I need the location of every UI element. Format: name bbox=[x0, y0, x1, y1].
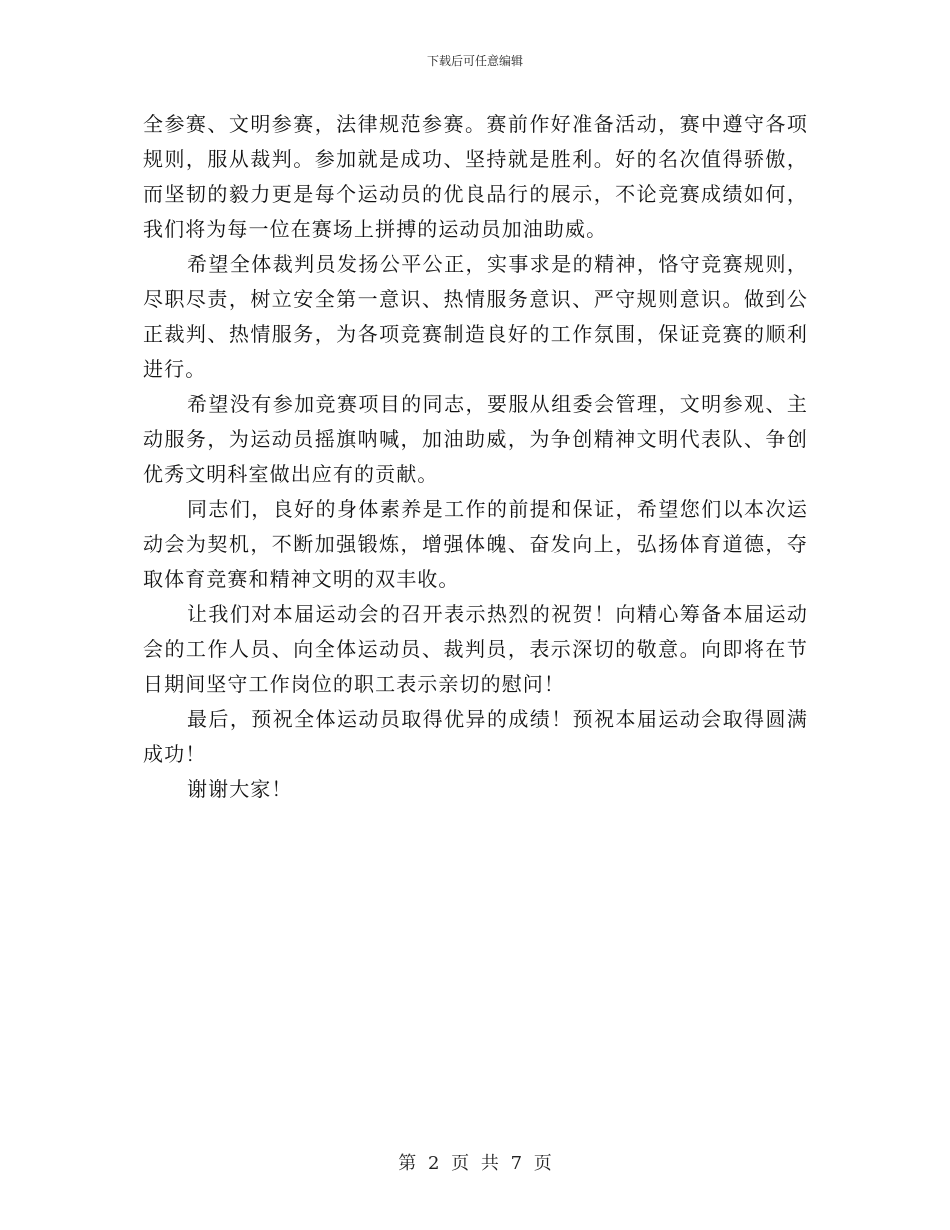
page-number: 第 2 页 共 7 页 bbox=[398, 1153, 552, 1174]
paragraph-spectators: 希望没有参加竞赛项目的同志，要服从组委会管理，文明参观、主动服务，为运动员摇旗呐喊，加油助威，为争创精神文明代表队、争创优秀文明科室做出应有的贡献。 bbox=[143, 392, 808, 486]
paragraph-congratulations: 让我们对本届运动会的召开表示热烈的祝贺！向精心筹备本届运动会的工作人员、向全体运动员、裁判员，表示深切的敬意。向即将在节日期间坚守工作岗位的职工表示亲切的慰问！ bbox=[143, 602, 808, 696]
paragraph-thanks: 谢谢大家！ bbox=[187, 777, 293, 801]
paragraph-fitness: 同志们，良好的身体素养是工作的前提和保证，希望您们以本次运动会为契机，不断加强锻炼，增强体魄、奋发向上，弘扬体育道德，夺取体育竞赛和精神文明的双丰收。 bbox=[143, 497, 808, 591]
page-header-note: 下载后可任意编辑 bbox=[426, 54, 523, 68]
paragraph-continuation: 全参赛、文明参赛，法律规范参赛。赛前作好准备活动，赛中遵守各项规则，服从裁判。参加就是成功、坚持就是胜利。好的名次值得骄傲，而坚韧的毅力更是每个运动员的优良品行的展示，不论竞赛成绩如何，我们将为每一位在赛场上拼搏的运动员加油助威。 bbox=[143, 112, 808, 241]
paragraph-referees: 希望全体裁判员发扬公平公正，实事求是的精神，恪守竞赛规则，尽职尽责，树立安全第一意识、热情服务意识、严守规则意识。做到公正裁判、热情服务，为各项竞赛制造良好的工作氛围，保证竞赛的顺利进行。 bbox=[143, 252, 808, 381]
paragraph-wishes: 最后，预祝全体运动员取得优异的成绩！预祝本届运动会取得圆满成功！ bbox=[143, 707, 808, 766]
document-body bbox=[143, 107, 808, 807]
